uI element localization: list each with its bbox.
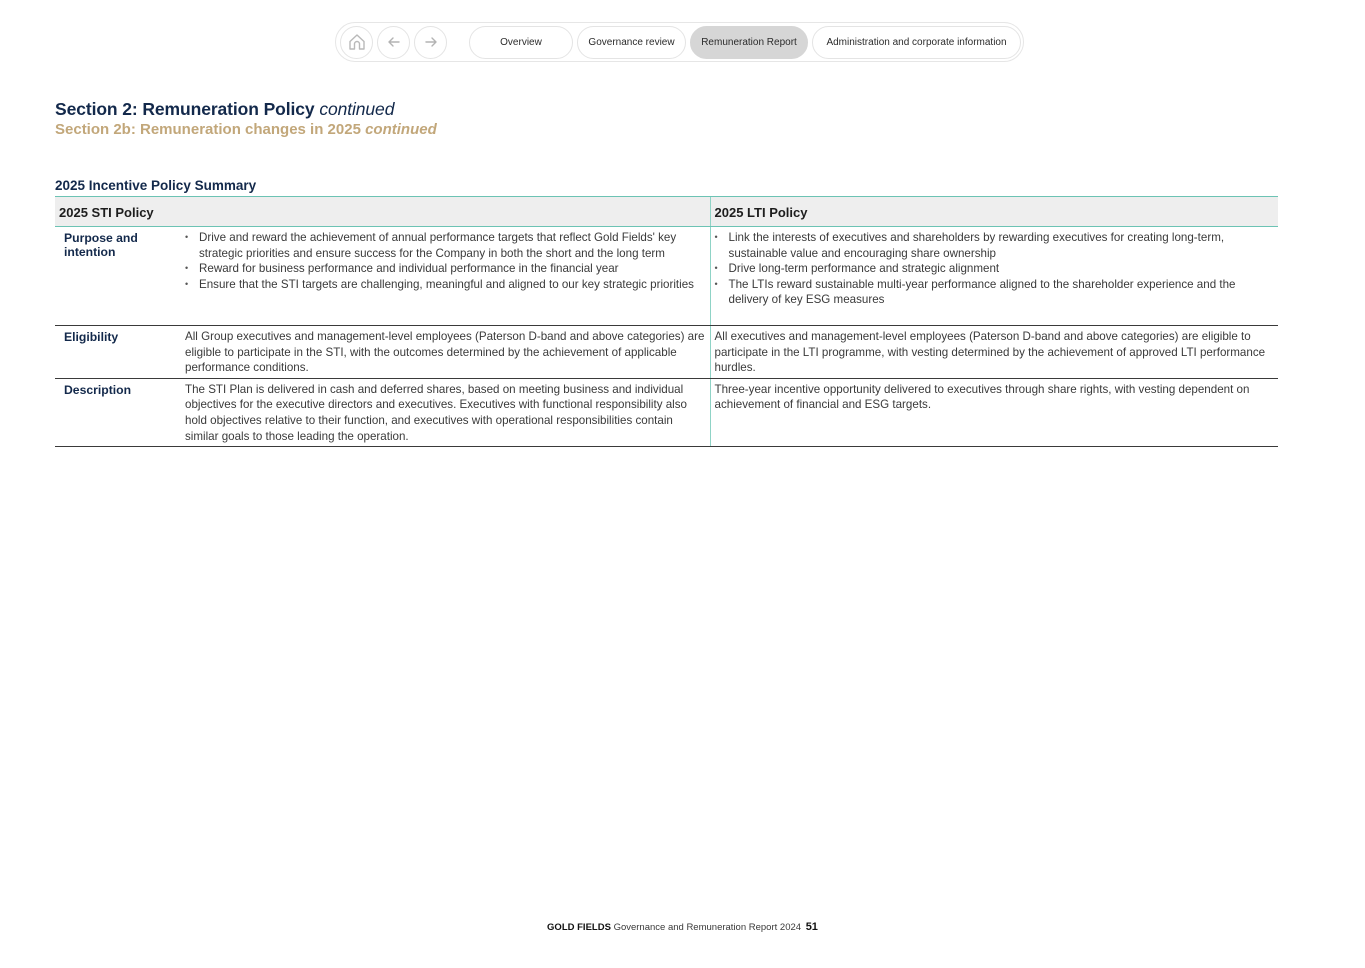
subsection-title-text: Section 2b: Remuneration changes in 2025 bbox=[55, 121, 361, 138]
section-title-text: Section 2: Remuneration Policy bbox=[55, 99, 315, 119]
arrow-right-icon bbox=[424, 35, 438, 49]
sti-purpose-list bbox=[185, 230, 706, 292]
list-item: • Link the interests of executives and shareholders by rewarding executives for creating long-term, sustainable value and encouraging share ownership bbox=[715, 230, 1275, 261]
lti-description-cell: Three-year incentive opportunity delivered to executives through share rights, with vesting dependent on achievement of financial and ESG targets. bbox=[710, 378, 1278, 446]
back-button[interactable] bbox=[377, 26, 410, 59]
subsection-title bbox=[55, 121, 437, 138]
lti-eligibility-cell: All executives and management-level employees (Paterson D-band and above categories) are eligible to participate in the LTI programme, with vesting determined by the achievement of approved LTI performance hurdles. bbox=[710, 326, 1278, 379]
table-header-row bbox=[55, 197, 1278, 227]
tab-administration-corporate-info[interactable]: Administration and corporate information bbox=[812, 26, 1021, 59]
row-label-eligibility: Eligibility bbox=[55, 326, 181, 379]
list-item: • Drive long-term performance and strategic alignment bbox=[715, 261, 1275, 277]
list-item: • Reward for business performance and individual performance in the financial year bbox=[185, 261, 706, 277]
page-footer bbox=[0, 921, 1365, 933]
table-row-description bbox=[55, 378, 1278, 446]
sti-purpose-cell bbox=[181, 227, 710, 326]
row-label-description: Description bbox=[55, 378, 181, 446]
list-item: • Drive and reward the achievement of annual performance targets that reflect Gold Fields' key strategic priorities and ensure success for the Company in both the short and the long term bbox=[185, 230, 706, 261]
section-title bbox=[55, 99, 394, 120]
sti-eligibility-cell: All Group executives and management-level employees (Paterson D-band and above categories) are eligible to participate in the STI, with the outcomes determined by the achievement of applicable performance conditions. bbox=[181, 326, 710, 379]
footer-brand: GOLD FIELDS bbox=[547, 922, 611, 933]
lti-purpose-list bbox=[715, 230, 1275, 308]
top-navigation bbox=[335, 22, 1024, 62]
table-row-eligibility bbox=[55, 326, 1278, 379]
lti-purpose-cell bbox=[710, 227, 1278, 326]
home-button[interactable] bbox=[340, 26, 373, 59]
list-item: • Ensure that the STI targets are challenging, meaningful and aligned to our key strategic priorities bbox=[185, 277, 706, 293]
home-icon bbox=[347, 32, 367, 52]
page-number: 51 bbox=[805, 921, 818, 933]
section-title-continued: continued bbox=[319, 99, 395, 119]
lti-policy-header: 2025 LTI Policy bbox=[710, 197, 1278, 227]
incentive-policy-table bbox=[55, 196, 1278, 447]
footer-report-title: Governance and Remuneration Report 2024 bbox=[613, 922, 802, 933]
tab-remuneration-report[interactable]: Remuneration Report bbox=[690, 26, 808, 59]
tab-overview[interactable]: Overview bbox=[469, 26, 573, 59]
row-label-purpose: Purpose and intention bbox=[55, 227, 181, 326]
table-row-purpose bbox=[55, 227, 1278, 326]
sti-policy-header: 2025 STI Policy bbox=[55, 197, 710, 227]
forward-button[interactable] bbox=[414, 26, 447, 59]
tab-governance-review[interactable]: Governance review bbox=[577, 26, 686, 59]
sti-description-cell: The STI Plan is delivered in cash and deferred shares, based on meeting business and individual objectives for the executive directors and executives. Executives with functional responsibility also hold objectives relative to their function, and executives with operational responsibilities contain similar goals to those leading the operation. bbox=[181, 378, 710, 446]
list-item: • The LTIs reward sustainable multi-year performance aligned to the shareholder experience and the delivery of key ESG measures bbox=[715, 277, 1275, 308]
arrow-left-icon bbox=[387, 35, 401, 49]
subsection-title-continued: continued bbox=[365, 121, 437, 138]
table-title: 2025 Incentive Policy Summary bbox=[55, 178, 257, 193]
